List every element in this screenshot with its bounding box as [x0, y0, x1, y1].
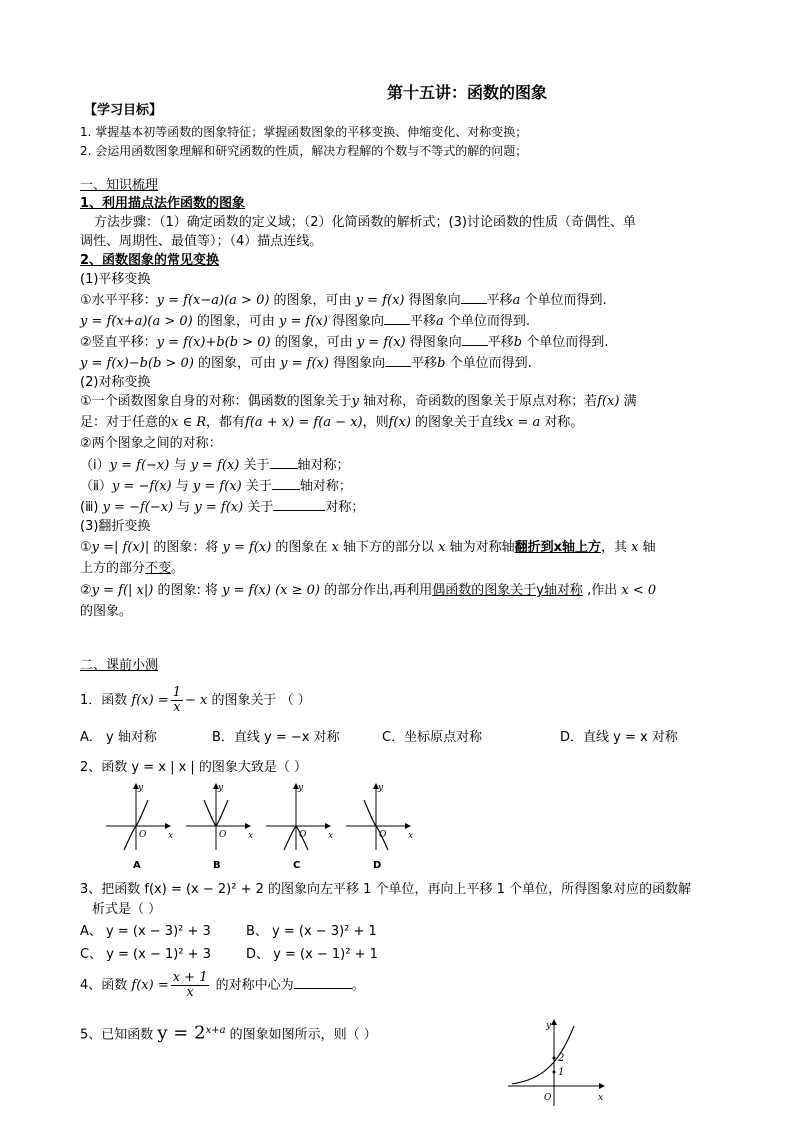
question-5: 5、已知函数 $y = 2^{x+a}$ 的图象如图所示，则（ ） [80, 1022, 377, 1044]
graph-a-label: A [133, 860, 141, 871]
sym2-title: ②两个图象之间的对称： [80, 436, 222, 451]
shift-title: (1)平移变换 [80, 272, 151, 287]
q1-option-d[interactable]: D．直线 y = x 对称 [560, 730, 678, 745]
q1-option-b[interactable]: B．直线 y = −x 对称 [212, 730, 340, 745]
sym2-i: （ⅰ）y = f(−x) 与 y = f(x) 关于 轴对称； [80, 458, 350, 473]
q5-x-label: x [598, 1093, 604, 1103]
method-line1: 方法步骤：（1）确定函数的定义域；（2）化简函数的解析式；(3)讨论函数的性质（奇偶性、单 [94, 215, 636, 230]
h-shift-line2: y = f(x+a)(a > 0) 的图象，可由 y = f(x) 得图象向 平移a 个单位而得到. [80, 314, 531, 329]
subheading-plotting: 1、利用描点法作函数的图象 [80, 196, 246, 211]
q5-origin-label: O [544, 1093, 552, 1103]
goal-item: 1. 掌握基本初等函数的图象特征；掌握函数图象的平移变换、伸缩变化、对称变换； [80, 125, 528, 139]
sym1-line1: ①一个函数图象自身的对称：偶函数的图象关于y 轴对称，奇函数的图象关于原点对称；若f(x) 满 [80, 394, 637, 409]
q3-option-b[interactable]: B、 y = (x − 3)² + 1 [246, 924, 377, 939]
svg-text:x: x [328, 831, 334, 841]
graph-c-label: C [293, 860, 301, 871]
graph-b-label: B [213, 860, 221, 871]
flip1-line1: ①y =| f(x)| 的图象：将 y = f(x) 的图象在 x 轴下方的部分以 x 轴为对称轴翻折到x轴上方，其 x 轴 [80, 540, 656, 555]
q1-option-c[interactable]: C．坐标原点对称 [382, 730, 483, 745]
question-4: 4、函数 f(x) = $\frac{x + 1}{x}$ 的对称中心为 。 [80, 970, 365, 1000]
svg-text:O: O [379, 830, 387, 840]
page-title: 第十五讲：函数的图象 [386, 83, 547, 102]
svg-text:y: y [138, 783, 144, 793]
question-1: 1．函数 f(x) = $\frac{1}{x}$ − x 的图象关于 （ ） [80, 685, 311, 715]
svg-text:O: O [299, 830, 307, 840]
graph-c[interactable] [266, 783, 333, 850]
svg-text:O: O [219, 830, 227, 840]
graph-b[interactable] [186, 783, 253, 850]
section2-heading: 二、课前小测 [80, 658, 159, 673]
flip2-line2: 的图象。 [80, 604, 133, 619]
svg-text:x: x [168, 831, 174, 841]
h-shift-line1: ①水平平移：y = f(x−a)(a > 0) 的图象，可由 y = f(x) 得图象向 平移a 个单位而得到. [80, 293, 607, 308]
sym1-line2: 足：对于任意的x ∈ R，都有f(a + x) = f(a − x)，则f(x) 的图象关于直线x = a 对称。 [80, 415, 584, 430]
question-3-line2: 析式是（ ） [92, 902, 162, 917]
goals-heading: 【学习目标】 [84, 103, 163, 118]
sym2-ii: （ⅱ）y = −f(x) 与 y = f(x) 关于 轴对称； [80, 479, 352, 494]
graph-d[interactable] [346, 783, 413, 850]
sym2-iii: (ⅲ) y = −f(−x) 与 y = f(x) 关于 对称； [80, 500, 365, 515]
section1-heading: 一、知识梳理 [80, 178, 159, 193]
svg-text:y: y [378, 783, 384, 793]
svg-text:y: y [218, 783, 224, 793]
q3-option-c[interactable]: C、 y = (x − 1)² + 3 [80, 947, 211, 962]
sym-title: (2)对称变换 [80, 375, 151, 390]
q1-option-a[interactable]: A． y 轴对称 [80, 730, 157, 745]
flip1-line2: 上方的部分不变。 [80, 561, 185, 576]
svg-text:O: O [139, 830, 147, 840]
q3-option-d[interactable]: D、 y = (x − 1)² + 1 [246, 947, 378, 962]
flip-title: (3)翻折变换 [80, 519, 151, 534]
q2-graphs [104, 780, 414, 852]
graph-a[interactable] [106, 783, 173, 850]
q5-graph [506, 1016, 610, 1108]
q5-tick-1: 1 [558, 1067, 565, 1078]
q5-y-label: y [546, 1021, 552, 1031]
question-2: 2、函数 y = x | x | 的图象大致是（ ） [80, 760, 308, 775]
q3-option-a[interactable]: A、 y = (x − 3)² + 3 [80, 924, 211, 939]
svg-text:y: y [298, 783, 304, 793]
method-line2: 调性、周期性、最值等）；（4）描点连线。 [80, 234, 323, 249]
v-shift-line1: ②竖直平移：y = f(x)+b(b > 0) 的图象，可由 y = f(x) 得图象向 平移b 个单位而得到. [80, 335, 609, 350]
question-3-line1: 3、把函数 f(x) = (x − 2)² + 2 的图象向左平移 1 个单位，再向上平移 1 个单位，所得图象对应的函数解 [80, 882, 692, 897]
flip2-line1: ②y = f(| x|) 的图象: 将 y = f(x) (x ≥ 0) 的部分作出,再利用偶函数的图象关于y轴对称 ,作出 x < 0 [80, 583, 657, 598]
graph-d-label: D [373, 860, 382, 871]
goal-item: 2. 会运用函数图象理解和研究函数的性质，解决方程解的个数与不等式的解的问题； [80, 144, 528, 158]
svg-text:x: x [408, 831, 414, 841]
q5-tick-2: 2 [558, 1053, 565, 1064]
v-shift-line2: y = f(x)−b(b > 0) 的图象，可由 y = f(x) 得图象向 平移b 个单位而得到. [80, 356, 532, 371]
subheading-transforms: 2、函数图象的常见变换 [80, 253, 220, 268]
svg-text:x: x [248, 831, 254, 841]
